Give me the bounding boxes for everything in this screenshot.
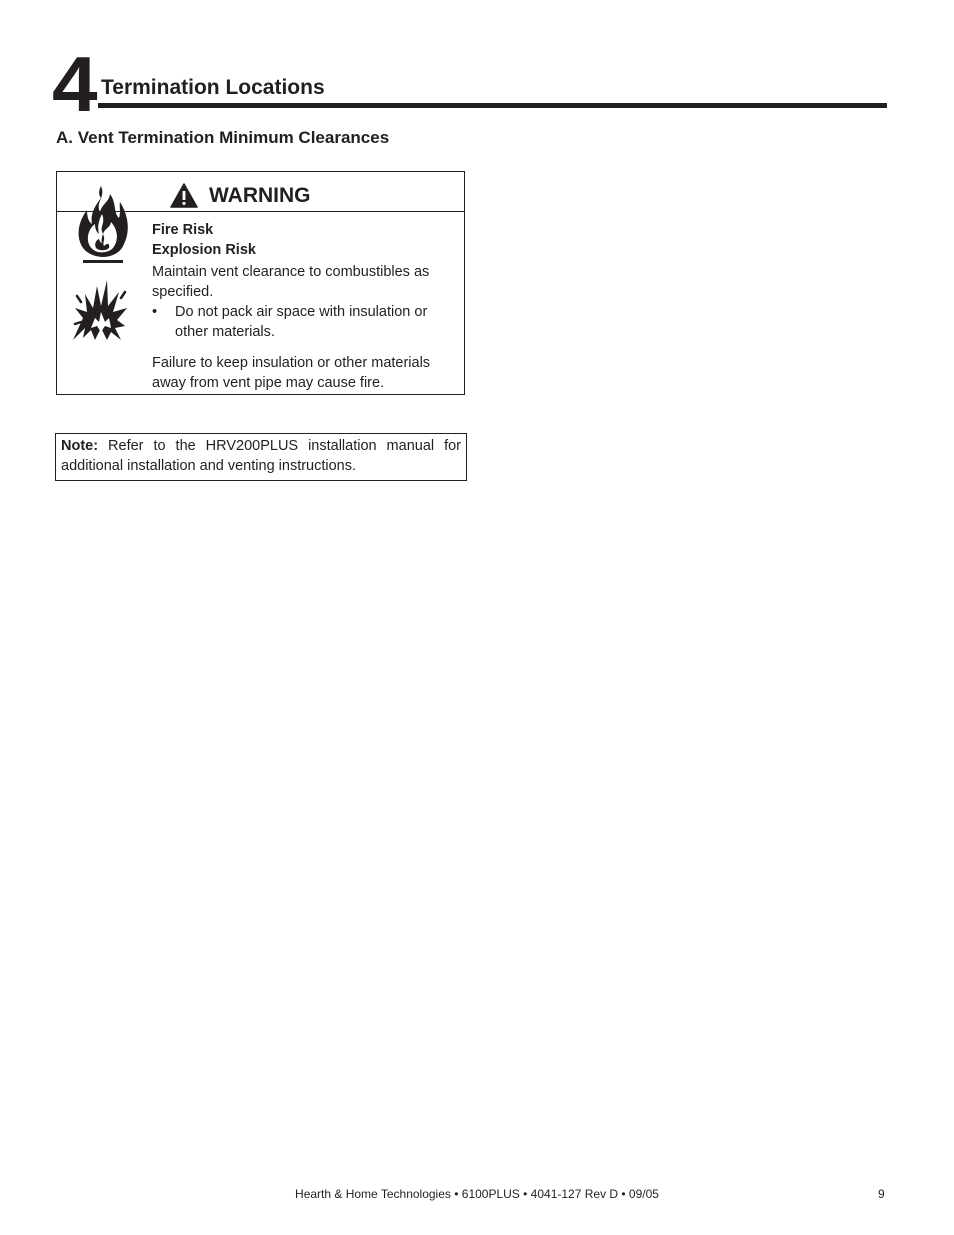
explosion-icon <box>71 278 129 340</box>
hazard-label-explosion: Explosion Risk <box>152 242 256 258</box>
chapter-title: Termination Locations <box>101 76 325 99</box>
hazard-label-fire: Fire Risk <box>152 222 214 238</box>
warning-title: WARNING <box>209 184 311 207</box>
warning-closing-text: Failure to keep insulation or other materials away from vent pipe may cause fire. <box>152 355 431 391</box>
page-number: 9 <box>878 1187 885 1201</box>
fire-icon <box>73 184 131 264</box>
bullet-mark: • <box>152 304 158 320</box>
warning-bullet-item <box>152 302 457 342</box>
section-heading: A. Vent Termination Minimum Clearances <box>56 128 390 147</box>
page-footer: Hearth & Home Technologies • 6100PLUS • 4041-127 Rev D • 09/05 <box>295 1187 659 1201</box>
chapter-title-rule <box>98 103 887 108</box>
warning-intro-text: Maintain vent clearance to combustibles as specified. <box>152 264 430 300</box>
note-box <box>55 433 467 481</box>
chapter-number: 4 <box>52 40 98 128</box>
warning-content <box>152 220 457 393</box>
warning-bullet-text: Do not pack air space with insulation or other materials. <box>175 304 428 340</box>
note-text: Refer to the HRV200PLUS installation manual for additional installation and venting instructions. <box>61 438 462 474</box>
warning-triangle-icon <box>170 183 198 208</box>
note-label: Note: <box>61 438 99 454</box>
warning-box <box>56 171 465 395</box>
